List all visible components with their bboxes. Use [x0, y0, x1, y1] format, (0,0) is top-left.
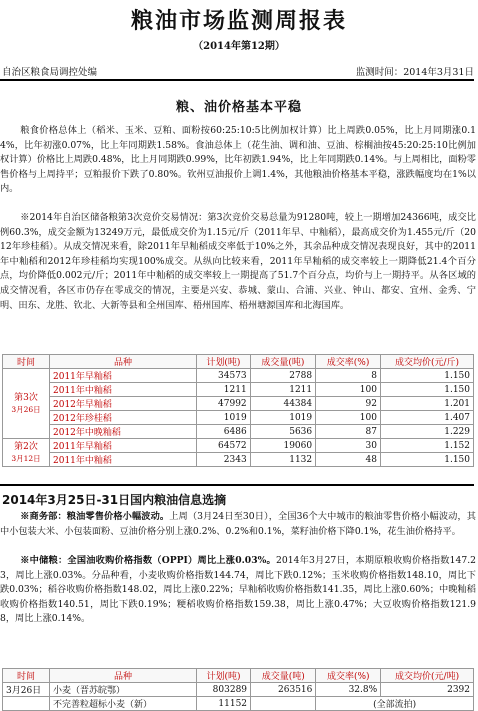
col-rate: 成交率(%): [316, 669, 381, 683]
cell-rate: 100: [316, 383, 381, 397]
news-commerce-body: 上周（3月24日至30日），全国36个大中城市的粮油零售价格小幅波动，其中小包装大米、小包装面粉、豆油价格分别上涨0.2%、0.2%和0.1%，菜籽油价格下降0.1%，花生油价格持平。: [0, 511, 476, 537]
header-org: 自治区粮食局调控处编: [2, 67, 98, 78]
cell-variety: 不完善粒超标小麦（新）: [50, 697, 197, 711]
col-time: 时间: [3, 355, 50, 369]
cell-plan: 34573: [197, 369, 251, 383]
table-row: [3, 369, 474, 383]
col-plan: 计划(吨): [197, 669, 251, 683]
report-title: 粮油市场监测周报表: [130, 8, 347, 34]
col-time: 时间: [3, 669, 50, 683]
news-subtitle: 2014年3月25日-31日国内粮油信息选摘: [2, 493, 227, 507]
cell-rate: 100: [316, 411, 381, 425]
cell-variety: 2011年早籼稻: [50, 439, 197, 453]
group-date: 3月12日: [11, 453, 41, 463]
cell-variety: 小麦（晋苏皖鄂）: [50, 683, 197, 697]
paragraph-auction: ※2014年自治区储备粮第3次竞价交易情况：第3次竞价交易总量为91280吨，较上一期增加24366吨，成交比例60.3%，成交金额为13249万元，最低成交价为1.15元/斤（2011年早、中籼稻），最高成交价为1.455元/斤（2012年珍桂稻）。从成交情况来看，除2011年早籼稻成交率低于10%之外，其余品种成交情况表现良好，其中的2011年中籼稻和2012年珍桂稻均实现100%成交。从纵向比较来看，2011年早籼稻的成交率较上一期降低21.4个百分点，均价降低0.002元/斤；2011年中籼稻的成交率较上一期提高了51.7个百分点，均价与上一期持平。从各区域的成交情况看，各区市仍存在零成交的情况，主要是兴安、恭城、蒙山、合浦、兴业、钟山、都安、宜州、金秀、宁明、田东、龙胜、钦北、大新等县和全州国库、梧州国库、梧州塘源国库和北海国库。: [0, 212, 476, 311]
paragraph-news-commerce: [0, 510, 476, 539]
cell-rate: 32.8%: [316, 683, 381, 697]
cell-volume: [251, 697, 316, 711]
cell-price: 1.201: [380, 397, 473, 411]
cell-price: 1.152: [380, 439, 473, 453]
cell-variety: 2012年中晚籼稻: [50, 425, 197, 439]
table-row: [3, 453, 474, 467]
cell-time: 3月26日: [3, 683, 50, 697]
cell-plan: 2343: [197, 453, 251, 467]
cell-volume: 1132: [250, 453, 315, 467]
cell-plan: 1211: [197, 383, 251, 397]
subtitle-divider: [0, 484, 474, 486]
group-time: [3, 439, 50, 467]
col-variety: 品种: [50, 355, 197, 369]
header-date: 监测时间：2014年3月31日: [355, 67, 474, 78]
cell-volume: 44384: [250, 397, 315, 411]
cell-volume: 1211: [250, 383, 315, 397]
table-row: [3, 697, 474, 711]
cell-price: 1.150: [380, 383, 473, 397]
cell-rate: 30: [316, 439, 381, 453]
section-title: 粮、油价格基本平稳: [175, 100, 302, 115]
cell-volume: 2788: [250, 369, 315, 383]
cell-rate: 87: [316, 425, 381, 439]
table-row: [3, 383, 474, 397]
cell-note: (全部流拍): [316, 697, 474, 711]
table-row: [3, 411, 474, 425]
news-commerce-heading: ※商务部：粮油零售价格小幅波动。: [20, 511, 170, 522]
table-header-row: [3, 669, 474, 683]
cell-volume: 19060: [250, 439, 315, 453]
col-price: 成交均价(元/斤): [380, 355, 473, 369]
cell-variety: 2012年珍桂稻: [50, 411, 197, 425]
header-divider: [0, 79, 474, 81]
col-volume: 成交量(吨): [250, 355, 315, 369]
cell-price: 1.229: [380, 425, 473, 439]
col-variety: 品种: [50, 669, 197, 683]
group-date: 3月26日: [11, 404, 41, 414]
news-sinograin-body: 2014年3月27日，本期原粮收购价格指数147.23，周比上涨0.03%。分品种看，小麦收购价格指数144.74，周比下跌0.12%；玉米收购价格指数148.10，周比下跌0.03%；稻谷收购价格指数148.02，周比上涨0.22%；早籼稻收购价格指数141.35，周比上涨0.60%；中晚籼稻收购价格指数140.51，周比下跌0.19%；粳稻收购价格指数159.38，周比上涨0.47%；大豆收购价格指数121.98，周比上涨0.14%。: [0, 555, 476, 625]
report-header: [0, 64, 478, 78]
group-round: 第3次: [14, 392, 38, 403]
cell-volume: 5636: [250, 425, 315, 439]
cell-plan: 6486: [197, 425, 251, 439]
cell-plan: 1019: [197, 411, 251, 425]
col-price: 成交均价(元/吨): [381, 669, 474, 683]
cell-variety: 2012年早籼稻: [50, 397, 197, 411]
cell-variety: 2011年早籼稻: [50, 369, 197, 383]
cell-plan: 47992: [197, 397, 251, 411]
cell-time: [3, 697, 50, 711]
table-row: [3, 397, 474, 411]
paragraph-price-summary: 粮食价格总体上（稻米、玉米、豆粕、面粉按60:25:10:5比例加权计算）比上周跌0.05%，比上月同期涨0.14%，比年初涨0.07%，比上年同期跌1.58%。食油总体上（花生油、调和油、豆油、棕榈油按45:20:25:10比例加权计算）价格比上周跌0.48%，比上月同期跌0.99%，比年初跌1.94%，比上年同期跌0.14%。与上周相比，面粉零售价格与上周持平；豆粕报价下跌了0.80%。钦州豆油报价上调1.4%，其他粮油价格基本平稳，涨跌幅度均在1%以内。: [0, 125, 476, 195]
cell-plan: 803289: [197, 683, 251, 697]
cell-price: 1.407: [380, 411, 473, 425]
paragraph-news-sinograin: [0, 554, 476, 627]
table-row: [3, 439, 474, 453]
cell-volume: 1019: [250, 411, 315, 425]
cell-variety: 2011年中籼稻: [50, 453, 197, 467]
col-plan: 计划(吨): [197, 355, 251, 369]
cell-price: 1.150: [380, 453, 473, 467]
col-volume: 成交量(吨): [251, 669, 316, 683]
table-header-row: [3, 355, 474, 369]
wheat-auction-table: [2, 668, 474, 711]
issue-number: （2014年第12期）: [193, 41, 285, 52]
col-rate: 成交率(%): [316, 355, 381, 369]
cell-volume: 263516: [251, 683, 316, 697]
group-round: 第2次: [14, 441, 38, 452]
cell-rate: 8: [316, 369, 381, 383]
cell-variety: 2011年中籼稻: [50, 383, 197, 397]
cell-rate: 92: [316, 397, 381, 411]
cell-rate: 48: [316, 453, 381, 467]
table-row: [3, 425, 474, 439]
group-time: [3, 369, 50, 439]
cell-plan: 11152: [197, 697, 251, 711]
table-row: [3, 683, 474, 697]
news-sinograin-heading: ※中储粮：全国油收购价格指数（OPPI）周比上涨0.03%。: [20, 555, 276, 566]
cell-price: 2392: [381, 683, 474, 697]
cell-plan: 64572: [197, 439, 251, 453]
auction-table: [2, 354, 474, 467]
cell-price: 1.150: [380, 369, 473, 383]
